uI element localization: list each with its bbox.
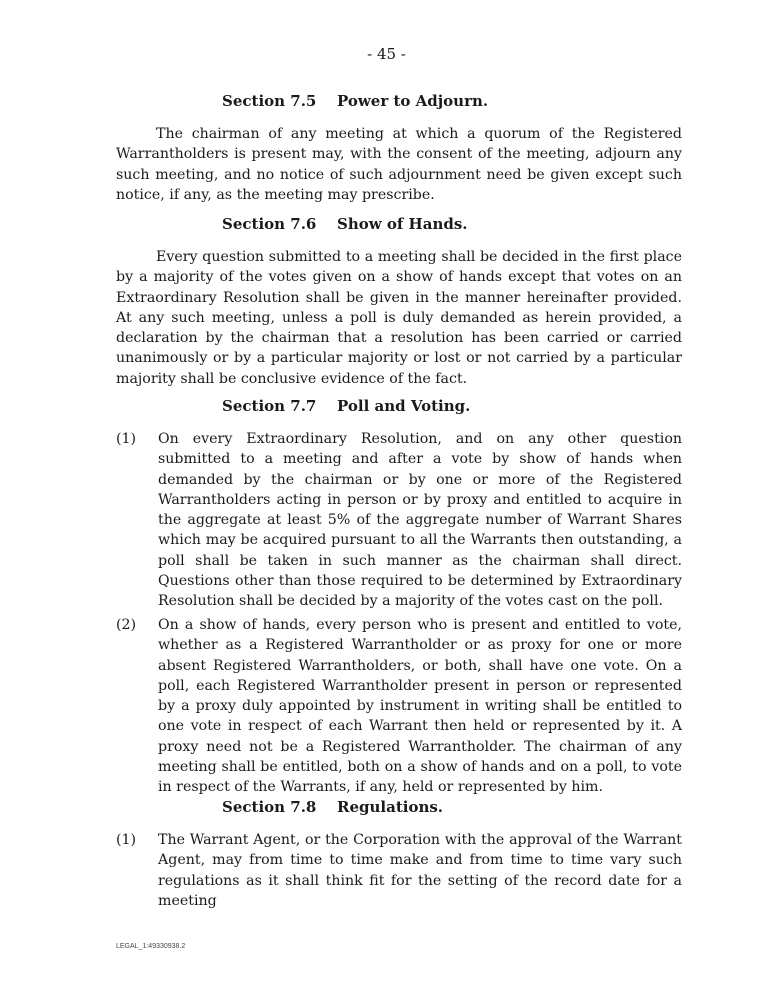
- section-7-5-paragraph: The chairman of any meeting at which a quorum of the Registered Warrantholders is present may, with the consent of the meeting, adjourn any such meeting, and no notice of such adjournment need be given except such notice, if any, as the meeting may prescribe.: [116, 126, 682, 203]
- section-heading-7-8: [222, 797, 443, 817]
- section-title: Poll and Voting.: [337, 397, 471, 415]
- item-text: On a show of hands, every person who is present and entitled to vote, whether as a Registered Warrantholder or as proxy for one or more absent Registered Warrantholders, or both, shall have one vote. On a poll, each Registered Warrantholder present in person or represented by a proxy duly appointed by instrument in writing shall be entitled to one vote in respect of each Warrant then held or represented by it. A proxy need not be a Registered Warrantholder. The chairman of any meeting shall be entitled, both on a show of hands and on a poll, to vote in respect of the Warrants, if any, held or represented by him.: [158, 617, 682, 796]
- section-label: Section 7.5: [222, 92, 317, 110]
- section-title: Regulations.: [337, 798, 444, 816]
- item-number: (1): [116, 431, 137, 447]
- item-number: (2): [116, 617, 137, 633]
- section-label: Section 7.6: [222, 215, 317, 233]
- section-heading-7-7: [222, 396, 470, 416]
- section-heading-7-6: [222, 214, 468, 234]
- section-title: Power to Adjourn.: [337, 92, 489, 110]
- section-label: Section 7.8: [222, 798, 317, 816]
- section-label: Section 7.7: [222, 397, 317, 415]
- item-text: On every Extraordinary Resolution, and on any other question submitted to a meeting and after a vote by show of hands when demanded by the chairman or by one or more of the Registered Warrantholders acting in person or by proxy and entitled to acquire in the aggregate at least 5% of the aggregate number of Warrant Shares which may be acquired pursuant to all the Warrants then outstanding, a poll shall be taken in such manner as the chairman shall direct. Questions other than those required to be determined by Extraordinary Resolution shall be decided by a majority of the votes cast on the poll.: [158, 431, 682, 610]
- page-number: - 45 -: [367, 45, 406, 63]
- item-number: (1): [116, 832, 137, 848]
- item-text: The Warrant Agent, or the Corporation with the approval of the Warrant Agent, may from time to time make and from time to time vary such regulations as it shall think fit for the setting of the record date for a meeting: [158, 832, 682, 909]
- section-heading-7-5: [222, 91, 488, 111]
- section-title: Show of Hands.: [337, 215, 468, 233]
- section-7-6-paragraph: Every question submitted to a meeting shall be decided in the first place by a majority of the votes given on a show of hands except that votes on an Extraordinary Resolution shall be given in the manner hereinafter provided. At any such meeting, unless a poll is duly demanded as herein provided, a declaration by the chairman that a resolution has been carried or carried unanimously or by a particular majority or lost or not carried by a particular majority shall be conclusive evidence of the fact.: [116, 249, 682, 387]
- document-footer-id: LEGAL_1:49330938.2: [116, 943, 186, 950]
